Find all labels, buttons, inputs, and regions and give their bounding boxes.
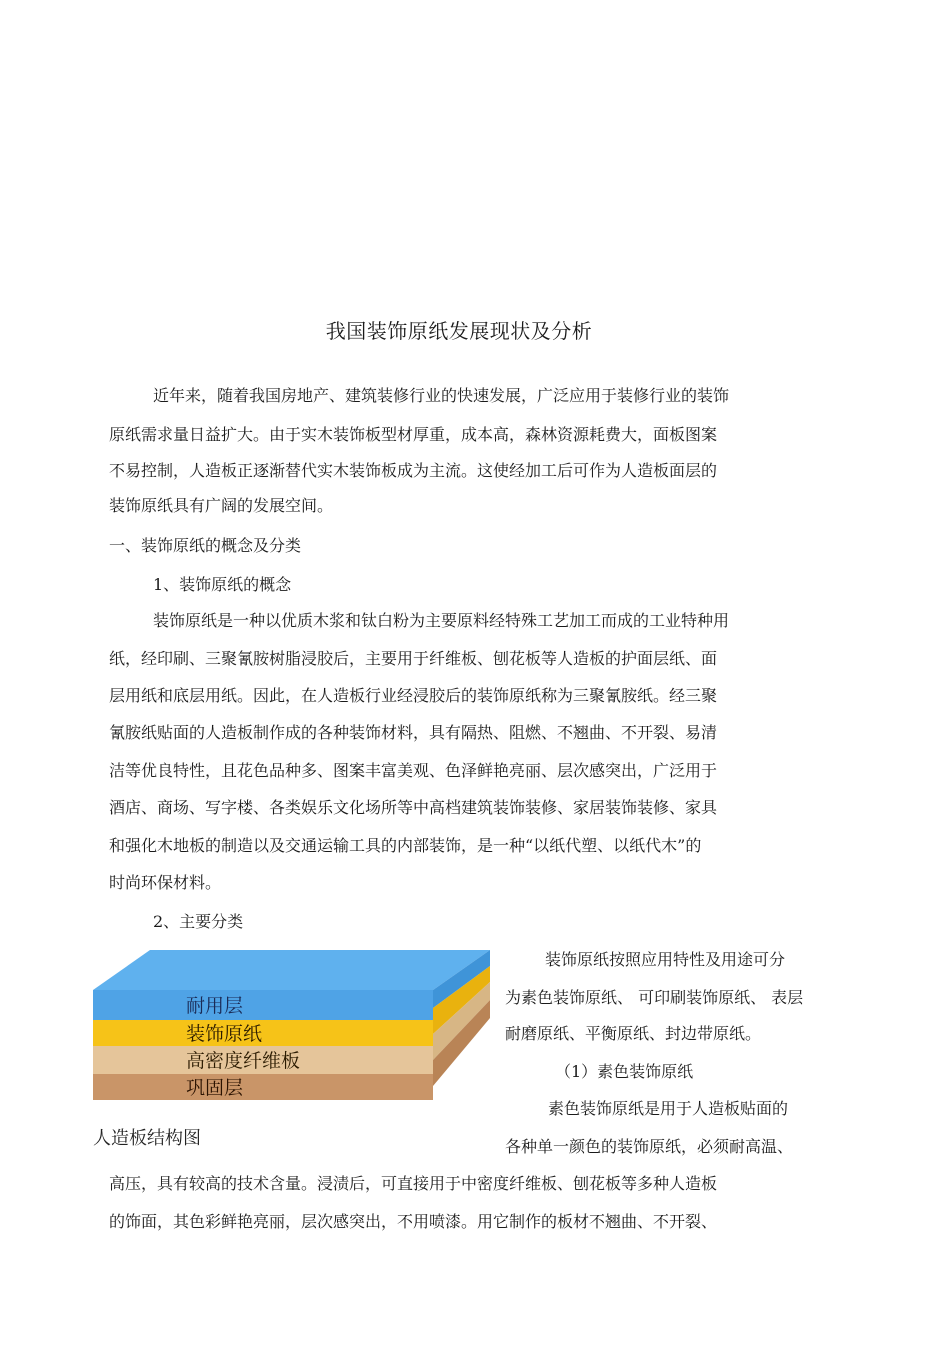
para1-line-4: 装饰原纸具有广阔的发展空间。 <box>109 496 334 515</box>
layer-3-label: 高密度纤维板 <box>186 1050 301 1072</box>
para2-line-3: 层用纸和底层用纸。因此，在人造板行业经浸胶后的装饰原纸称为三聚氰胺纸。经三聚 <box>109 686 718 705</box>
right-col2-line-2: 各种单一颜色的装饰原纸，必须耐高温、 <box>505 1137 794 1156</box>
right-col-line-2: 为素色装饰原纸、 可印刷装饰原纸、 表层 <box>505 988 804 1007</box>
para2-line-2: 纸，经印刷、三聚氰胺树脂浸胶后，主要用于纤维板、刨花板等人造板的护面层纸、面 <box>109 649 718 668</box>
layer-top-face <box>93 950 490 990</box>
layer-4-label: 巩固层 <box>186 1077 244 1099</box>
para1-line-1: 近年来，随着我国房地产、建筑装修行业的快速发展，广泛应用于装修行业的装饰 <box>153 386 730 405</box>
section1-heading: 一、装饰原纸的概念及分类 <box>109 536 302 555</box>
layer-4-rect <box>93 1074 433 1100</box>
sub2-heading: 2、主要分类 <box>153 912 244 931</box>
right-col-line-3: 耐磨原纸、平衡原纸、封边带原纸。 <box>505 1024 762 1043</box>
right-col2-line-1: 素色装饰原纸是用于人造板贴面的 <box>548 1099 789 1118</box>
layer-1-label: 耐用层 <box>186 995 244 1017</box>
sub1-heading: 1、装饰原纸的概念 <box>153 575 292 594</box>
para1-line-2: 原纸需求量日益扩大。由于实木装饰板型材厚重，成本高，森林资源耗费大，面板图案 <box>109 425 718 444</box>
sub3-heading: （1）素色装饰原纸 <box>555 1062 694 1081</box>
layer-2-rect <box>93 1020 433 1046</box>
para2-line-7: 和强化木地板的制造以及交通运输工具的内部装饰，是一种“以纸代塑、以纸代木”的 <box>109 836 702 855</box>
para2-line-5: 洁等优良特性，且花色品种多、图案丰富美观、色泽鲜艳亮丽、层次感突出，广泛用于 <box>109 761 718 780</box>
page-title: 我国装饰原纸发展现状及分析 <box>325 319 593 343</box>
diagram-caption: 人造板结构图 <box>93 1128 201 1149</box>
layer-1-rect <box>93 990 433 1020</box>
para3-line-2: 的饰面，其色彩鲜艳亮丽，层次感突出，不用喷漆。用它制作的板材不翘曲、不开裂、 <box>109 1212 718 1231</box>
right-col-line-1: 装饰原纸按照应用特性及用途可分 <box>545 950 786 969</box>
para2-line-4: 氰胺纸贴面的人造板制作成的各种装饰材料，具有隔热、阻燃、不翘曲、不开裂、易清 <box>109 723 718 742</box>
para2-line-6: 酒店、商场、写字楼、各类娱乐文化场所等中高档建筑装饰装修、家居装饰装修、家具 <box>109 798 718 817</box>
para2-line-1: 装饰原纸是一种以优质木浆和钛白粉为主要原料经特殊工艺加工而成的工业特种用 <box>153 611 730 630</box>
layer-2-label: 装饰原纸 <box>186 1023 263 1045</box>
para2-line-8: 时尚环保材料。 <box>109 873 222 892</box>
para1-line-3: 不易控制，人造板正逐渐替代实木装饰板成为主流。这使经加工后可作为人造板面层的 <box>109 461 718 480</box>
para3-line-1: 高压，具有较高的技术含量。浸渍后，可直接用于中密度纤维板、刨花板等多种人造板 <box>109 1174 718 1193</box>
